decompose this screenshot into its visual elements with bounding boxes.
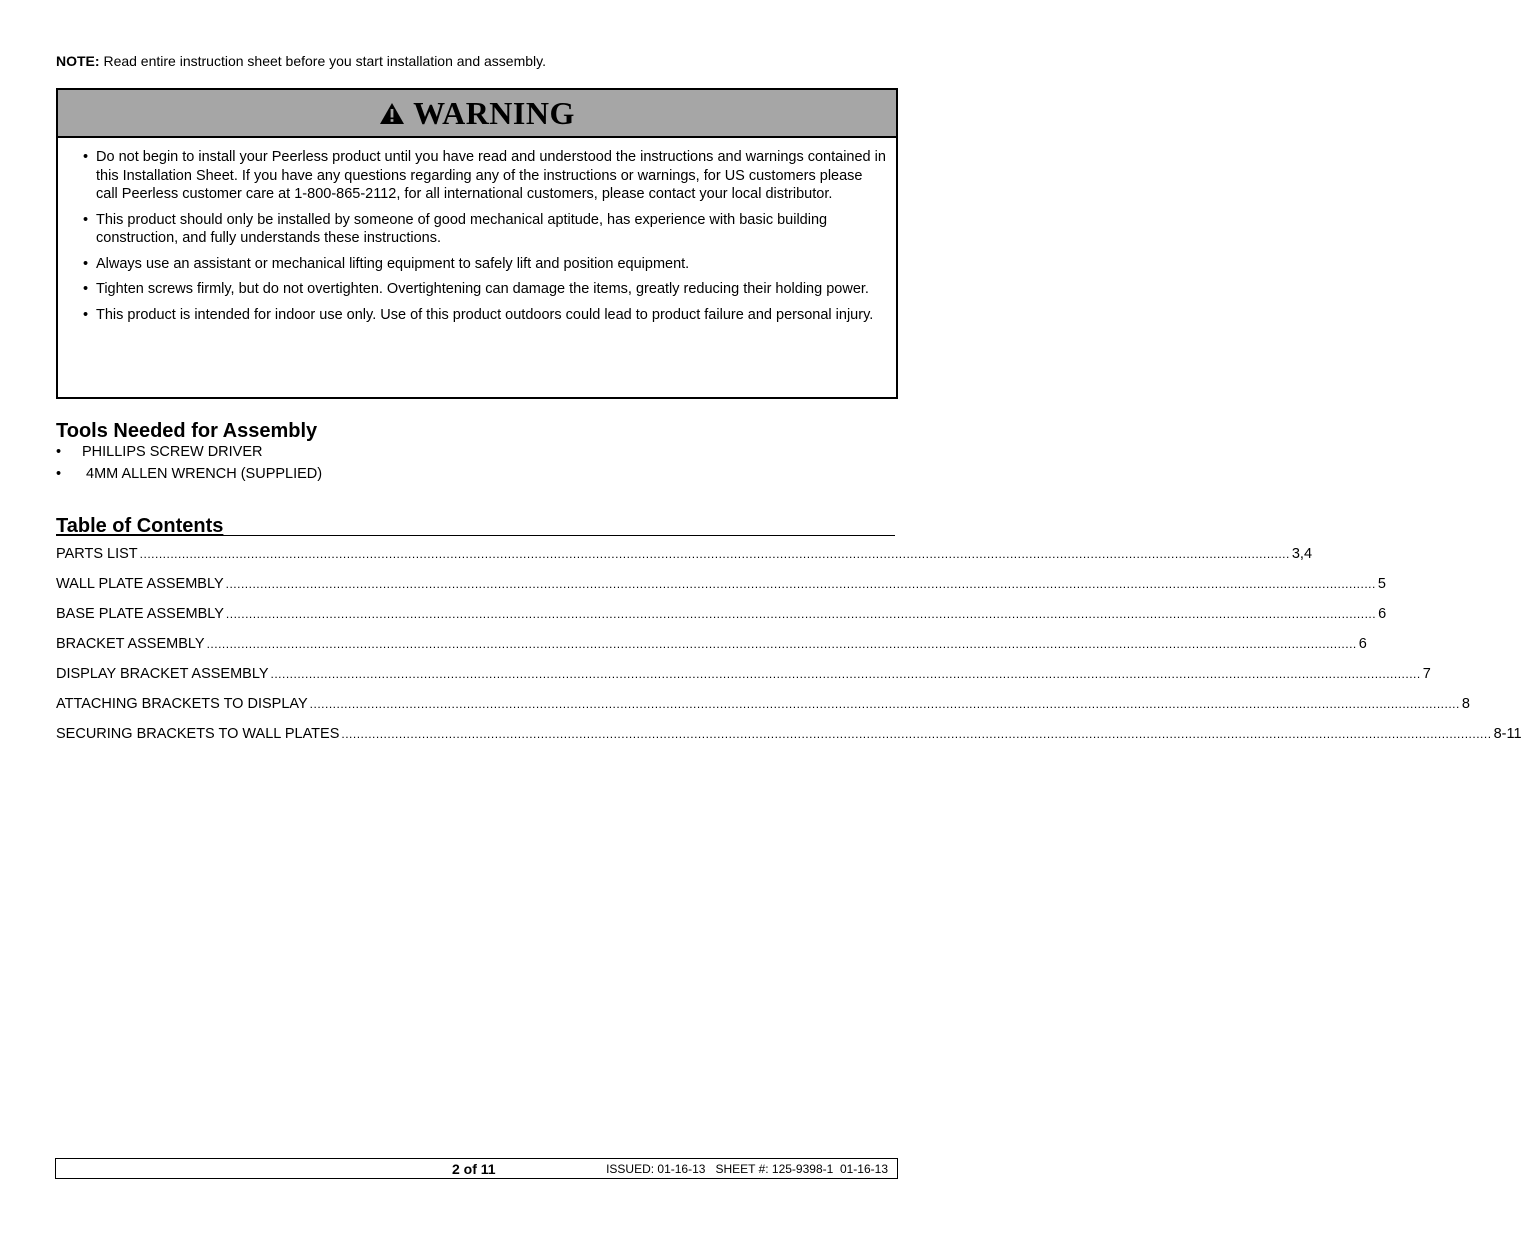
tools-title: Tools Needed for Assembly: [56, 420, 318, 442]
footer-issued-info: ISSUED: 01-16-13 SHEET #: 125-9398-1 01-16-13: [606, 1162, 888, 1176]
toc-entry-label: PARTS LIST: [56, 546, 138, 562]
toc-title: [56, 514, 895, 536]
toc-entry-page: 6: [1358, 636, 1367, 652]
warning-triangle-icon: [379, 102, 405, 125]
warning-box: [56, 88, 898, 399]
note-text: Read entire instruction sheet before you start installation and assembly.: [99, 53, 546, 69]
toc-leader-dots: ............................................................................................................................................................................................................................................................................................................: [139, 547, 1290, 561]
warning-item: • Tighten screws firmly, but do not overtighten. Overtightening can damage the items, greatly reducing their holding power.: [96, 280, 886, 299]
tools-item: • 4MM ALLEN WRENCH (SUPPLIED): [56, 466, 322, 488]
warning-item: • This product is intended for indoor use only. Use of this product outdoors could lead to product failure and personal injury.: [96, 306, 886, 325]
toc-entry-page: 6: [1378, 606, 1387, 622]
toc-entry-label: WALL PLATE ASSEMBLY: [56, 576, 224, 592]
toc-entry-label: ATTACHING BRACKETS TO DISPLAY: [56, 696, 308, 712]
toc-leader-dots: ............................................................................................................................................................................................................................................................................................................: [270, 667, 1421, 681]
tools-item: • PHILLIPS SCREW DRIVER: [56, 444, 322, 466]
toc-entry-page: 5: [1377, 576, 1386, 592]
toc-entry-page: 8-11: [1493, 726, 1522, 742]
toc-entry-label: DISPLAY BRACKET ASSEMBLY: [56, 666, 269, 682]
toc-entry[interactable]: [56, 636, 1367, 666]
note-label: NOTE:: [56, 53, 100, 69]
warning-title: [379, 95, 575, 132]
table-of-contents: [56, 546, 1522, 756]
toc-entry[interactable]: [56, 576, 1386, 606]
page-footer: [55, 1158, 898, 1179]
toc-entry[interactable]: [56, 696, 1470, 726]
toc-leader-dots: ............................................................................................................................................................................................................................................................................................................: [206, 637, 1357, 651]
footer-page-number: 2 of 11: [452, 1161, 496, 1177]
toc-entry[interactable]: [56, 726, 1522, 756]
warning-title-text: WARNING: [413, 94, 575, 131]
toc-entry-label: SECURING BRACKETS TO WALL PLATES: [56, 726, 340, 742]
warning-item: • This product should only be installed by someone of good mechanical aptitude, has experience with basic building construction, and fully understands these instructions.: [96, 211, 886, 248]
warning-item: • Do not begin to install your Peerless product until you have read and understood the instructions and warnings contained in this Installation Sheet. If you have any questions regarding any of the instructions or warnings, for US customers please call Peerless customer care at 1-800-865-2112, for all international customers, please contact your local distributor.: [96, 148, 886, 204]
toc-leader-dots: ............................................................................................................................................................................................................................................................................................................: [225, 577, 1376, 591]
toc-entry-page: 3,4: [1291, 546, 1313, 562]
toc-leader-dots: ............................................................................................................................................................................................................................................................................................................: [341, 727, 1492, 741]
toc-leader-dots: ............................................................................................................................................................................................................................................................................................................: [225, 607, 1377, 621]
warning-list: [58, 138, 896, 324]
toc-entry-label: BRACKET ASSEMBLY: [56, 636, 205, 652]
toc-title-text: Table of Contents: [56, 515, 224, 537]
toc-entry[interactable]: [56, 606, 1387, 636]
note-line: [56, 53, 546, 69]
toc-entry[interactable]: [56, 546, 1313, 576]
toc-leader-dots: ............................................................................................................................................................................................................................................................................................................: [309, 697, 1460, 711]
toc-entry[interactable]: [56, 666, 1431, 696]
warning-item: • Always use an assistant or mechanical lifting equipment to safely lift and position equipment.: [96, 255, 886, 274]
toc-entry-label: BASE PLATE ASSEMBLY: [56, 606, 224, 622]
warning-header: [58, 90, 896, 138]
tools-list: [56, 444, 322, 488]
toc-entry-page: 7: [1422, 666, 1431, 682]
toc-entry-page: 8: [1461, 696, 1470, 712]
